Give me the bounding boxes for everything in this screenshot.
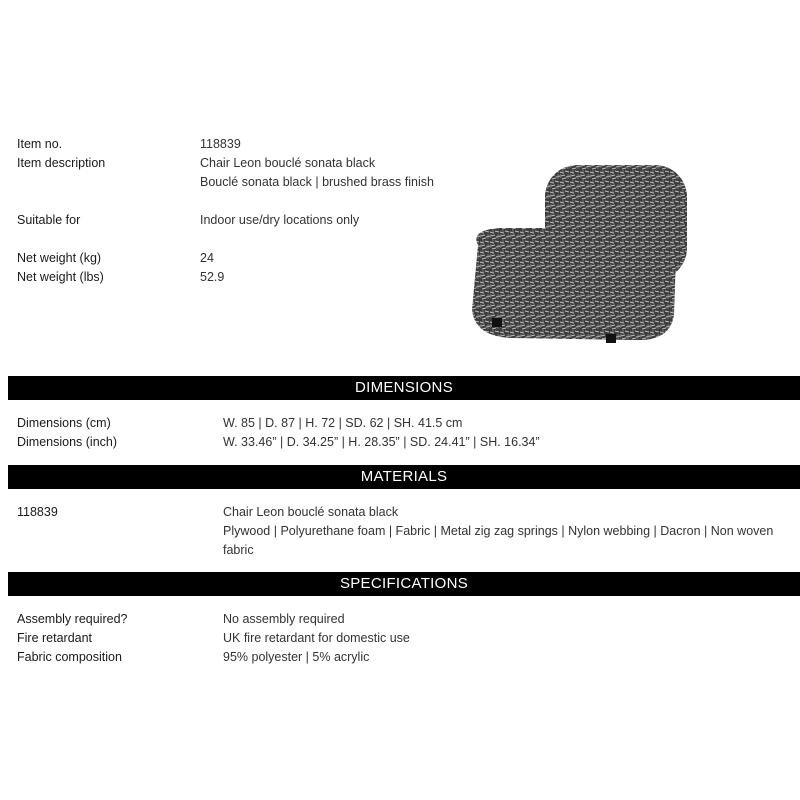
materials-line2: Plywood | Polyurethane foam | Fabric | Metal zig zag springs | Nylon webbing | Dacron | Non woven bbox=[223, 524, 774, 538]
item-no-label: Item no. bbox=[17, 137, 63, 151]
materials-item-label: 118839 bbox=[17, 505, 58, 519]
specifications-header: SPECIFICATIONS bbox=[8, 572, 800, 596]
item-description-line1: Chair Leon bouclé sonata black bbox=[200, 156, 376, 170]
materials-header: MATERIALS bbox=[8, 465, 800, 489]
dimensions-inch-value: W. 33.46” | D. 34.25” | H. 28.35” | SD. 24.41” | SH. 16.34” bbox=[223, 435, 540, 449]
net-weight-kg-label: Net weight (kg) bbox=[17, 251, 102, 265]
item-description-label: Item description bbox=[17, 156, 106, 170]
assembly-label: Assembly required? bbox=[17, 612, 128, 626]
chair-leg bbox=[606, 334, 616, 343]
fabric-composition-value: 95% polyester | 5% acrylic bbox=[223, 650, 370, 664]
net-weight-lbs-label: Net weight (lbs) bbox=[17, 270, 104, 284]
chair-seat bbox=[472, 228, 677, 340]
dimensions-cm-value: W. 85 | D. 87 | H. 72 | SD. 62 | SH. 41.5 cm bbox=[223, 416, 463, 430]
suitable-for-label: Suitable for bbox=[17, 213, 81, 227]
materials-line3: fabric bbox=[223, 543, 254, 557]
materials-line1: Chair Leon bouclé sonata black bbox=[223, 505, 399, 519]
suitable-for-value: Indoor use/dry locations only bbox=[200, 213, 360, 227]
chair-leg bbox=[492, 318, 502, 327]
dimensions-header: DIMENSIONS bbox=[8, 376, 800, 400]
net-weight-lbs-value: 52.9 bbox=[200, 270, 225, 284]
fire-retardant-value: UK fire retardant for domestic use bbox=[223, 631, 410, 645]
assembly-value: No assembly required bbox=[223, 612, 345, 626]
product-image bbox=[460, 150, 700, 360]
item-description-line2: Bouclé sonata black | brushed brass finish bbox=[200, 175, 434, 189]
net-weight-kg-value: 24 bbox=[200, 251, 214, 265]
item-no-value: 118839 bbox=[200, 137, 241, 151]
dimensions-cm-label: Dimensions (cm) bbox=[17, 416, 111, 430]
fire-retardant-label: Fire retardant bbox=[17, 631, 93, 645]
fabric-composition-label: Fabric composition bbox=[17, 650, 122, 664]
dimensions-inch-label: Dimensions (inch) bbox=[17, 435, 118, 449]
